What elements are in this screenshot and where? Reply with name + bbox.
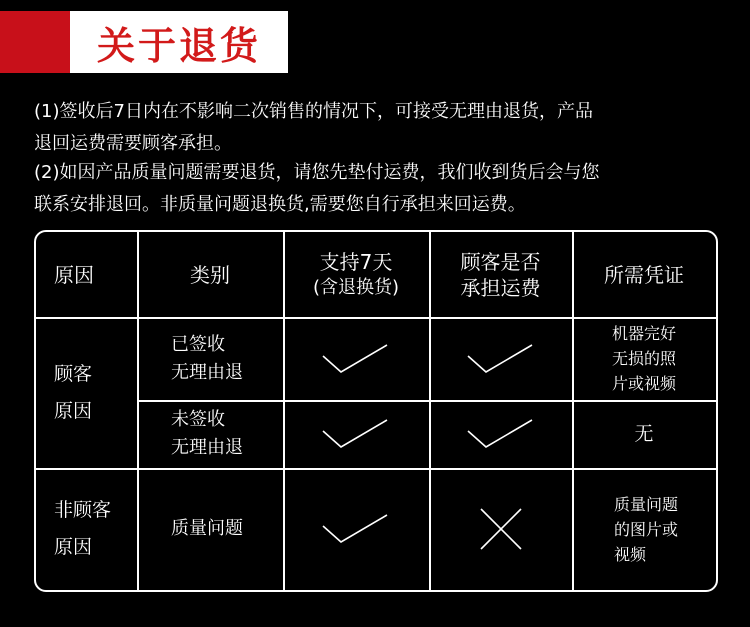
header-support-line-1: 支持7天 <box>319 249 393 274</box>
page-title: 关于退货 <box>96 23 261 68</box>
paragraph-1-line-1: (1)签收后7日内在不影响二次销售的情况下，可接受无理由退货，产品 <box>34 101 593 122</box>
paragraph-2-line-2: 联系安排退回。非质量问题退换货,需要您自行承担来回运费。 <box>34 194 526 215</box>
row-2-support-mark <box>283 400 429 468</box>
row-3-proof-line-3: 视频 <box>614 544 647 564</box>
header-customer-pays-line-1: 顾客是否 <box>460 249 541 274</box>
group-noncustomer-line-1: 非顾客 <box>54 499 112 521</box>
return-policy-table <box>34 230 718 592</box>
group-noncustomer-reason <box>54 468 138 590</box>
header-support-7-days <box>283 232 429 317</box>
row-2-customer-pays-mark <box>429 400 572 468</box>
row-2-category-line-2: 无理由退 <box>171 437 243 458</box>
header-reason: 原因 <box>54 262 94 287</box>
row-3-proof-line-1: 质量问题 <box>614 494 679 514</box>
group-noncustomer-line-2: 原因 <box>54 536 93 558</box>
policy-paragraph-1 <box>34 96 734 160</box>
paragraph-2-line-1: (2)如因产品质量问题需要退货，请您先垫付运费，我们收到货后会与您 <box>34 162 600 183</box>
policy-paragraph-2 <box>34 157 734 221</box>
group-customer-line-2: 原因 <box>54 399 93 422</box>
check-icon <box>321 512 391 546</box>
header-customer-pays-line-2: 承担运费 <box>460 275 541 300</box>
row-1-proof-line-3: 片或视频 <box>611 374 676 393</box>
row-2-category <box>171 400 283 468</box>
header-category: 类别 <box>190 262 230 287</box>
row-3-proof-line-2: 的图片或 <box>614 519 679 539</box>
title-bar <box>0 11 288 73</box>
row-3-category: 质量问题 <box>171 518 243 539</box>
title-box <box>70 11 288 73</box>
row-3-proof <box>614 468 716 590</box>
group-customer-reason <box>54 317 138 468</box>
title-accent-block <box>0 11 70 73</box>
check-icon <box>466 417 536 451</box>
row-2-proof: 无 <box>634 422 654 445</box>
cross-icon <box>478 506 524 552</box>
row-1-proof <box>572 317 716 400</box>
row-3-customer-pays-mark <box>429 468 572 590</box>
row-1-proof-line-2: 无损的照 <box>611 349 676 368</box>
row-1-category <box>171 317 283 400</box>
check-icon <box>321 417 391 451</box>
group-customer-line-1: 顾客 <box>54 362 93 385</box>
row-1-customer-pays-mark <box>429 317 572 400</box>
check-icon <box>466 342 536 376</box>
row-2-category-line-1: 未签收 <box>171 409 225 430</box>
row-1-support-mark <box>283 317 429 400</box>
paragraph-1-line-2: 退回运费需要顾客承担。 <box>34 133 232 154</box>
row-1-category-line-2: 无理由退 <box>171 361 243 383</box>
row-3-support-mark <box>283 468 429 590</box>
check-icon <box>321 342 391 376</box>
row-1-category-line-1: 已签收 <box>171 333 225 355</box>
row-1-proof-line-1: 机器完好 <box>611 324 676 343</box>
header-required-proof: 所需凭证 <box>604 262 684 287</box>
header-support-line-2: (含退换货) <box>312 276 400 298</box>
header-customer-pays-shipping <box>429 232 572 317</box>
